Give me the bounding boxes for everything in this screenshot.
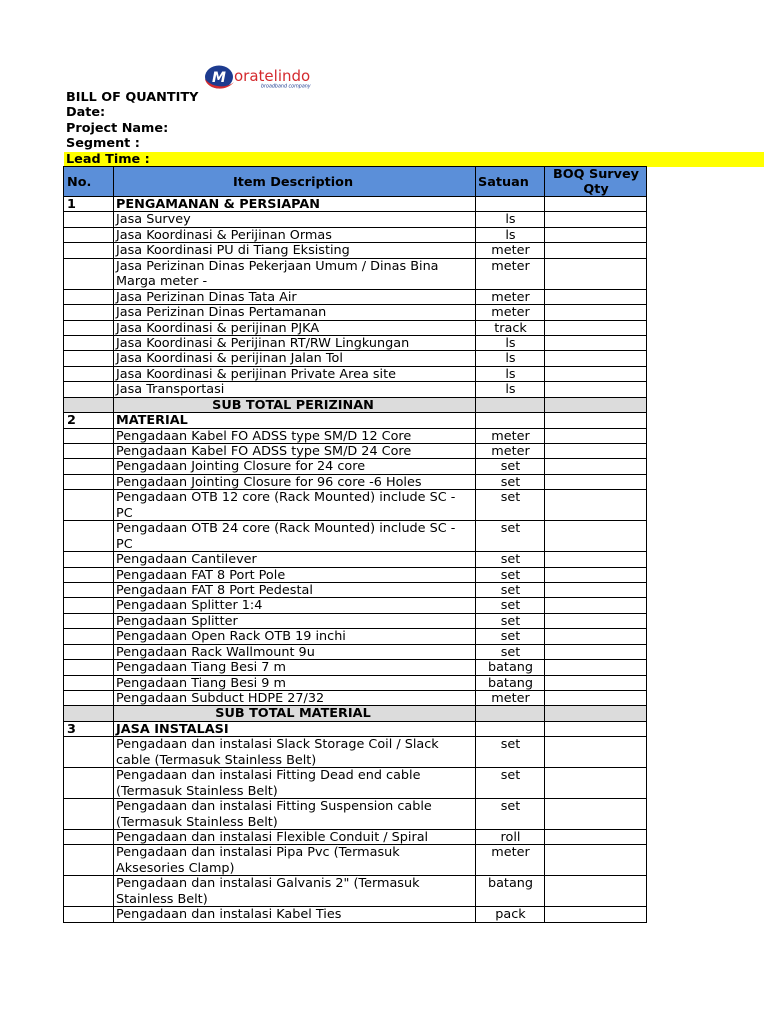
item-description-cell: Jasa Koordinasi & perijinan Jalan Tol <box>114 351 476 366</box>
boq-survey-qty-cell <box>545 243 647 258</box>
item-row <box>64 321 647 336</box>
row-number-cell <box>64 243 114 258</box>
item-row <box>64 475 647 490</box>
boq-survey-qty-cell <box>545 799 647 830</box>
row-number-cell <box>64 382 114 397</box>
item-description-cell: Pengadaan Splitter <box>114 614 476 629</box>
row-number-cell <box>64 336 114 351</box>
row-number-cell <box>64 212 114 227</box>
satuan-cell: set <box>476 737 545 768</box>
satuan-cell: set <box>476 459 545 474</box>
item-row <box>64 799 647 830</box>
boq-survey-qty-cell <box>545 382 647 397</box>
item-row <box>64 429 647 444</box>
satuan-cell: roll <box>476 830 545 845</box>
table-header-row <box>64 167 647 197</box>
row-number-cell <box>64 645 114 660</box>
item-description-cell: Pengadaan dan instalasi Slack Storage Coil / Slack cable (Termasuk Stainless Belt) <box>114 737 476 768</box>
row-number-cell <box>64 552 114 567</box>
item-description-cell: Pengadaan OTB 24 core (Rack Mounted) include SC - PC <box>114 521 476 552</box>
boq-survey-qty-cell <box>545 660 647 675</box>
item-description-cell: Jasa Koordinasi & perijinan Private Area site <box>114 367 476 382</box>
satuan-cell: set <box>476 799 545 830</box>
satuan-cell: batang <box>476 676 545 691</box>
boq-survey-qty-cell <box>545 367 647 382</box>
satuan-cell: meter <box>476 259 545 290</box>
satuan-cell: meter <box>476 305 545 320</box>
item-description-cell: Pengadaan Subduct HDPE 27/32 <box>114 691 476 706</box>
column-header-satuan: Satuan <box>476 167 545 197</box>
row-number-cell <box>64 907 114 922</box>
item-description-cell: Pengadaan OTB 12 core (Rack Mounted) include SC - PC <box>114 490 476 521</box>
item-description-cell: Pengadaan dan instalasi Kabel Ties <box>114 907 476 922</box>
boq-survey-qty-cell <box>545 583 647 598</box>
satuan-cell: batang <box>476 660 545 675</box>
document-header <box>0 90 768 167</box>
table-body <box>64 197 647 923</box>
boq-survey-qty-cell <box>545 321 647 336</box>
item-description-cell: Pengadaan Splitter 1:4 <box>114 598 476 613</box>
column-header-no: No. <box>64 167 114 197</box>
row-number-cell <box>64 876 114 907</box>
item-description-cell: Jasa Koordinasi PU di Tiang Eksisting <box>114 243 476 258</box>
row-number-cell <box>64 768 114 799</box>
row-number-cell <box>64 475 114 490</box>
row-number-cell <box>64 367 114 382</box>
satuan-cell: set <box>476 475 545 490</box>
boq-survey-qty-cell <box>545 521 647 552</box>
row-number-cell <box>64 799 114 830</box>
item-description-cell: Pengadaan dan instalasi Flexible Conduit / Spiral <box>114 830 476 845</box>
boq-survey-qty-cell <box>545 645 647 660</box>
item-description-cell: MATERIAL <box>114 413 476 428</box>
item-row <box>64 521 647 552</box>
item-description-cell: Pengadaan Tiang Besi 7 m <box>114 660 476 675</box>
column-header-boq-survey-qty: BOQ Survey Qty <box>545 167 647 197</box>
item-description-cell: Jasa Survey <box>114 212 476 227</box>
logo-wordmark: oratelindo <box>234 67 311 85</box>
boq-survey-qty-cell <box>545 722 647 737</box>
row-number-cell <box>64 691 114 706</box>
satuan-cell: meter <box>476 444 545 459</box>
satuan-cell: ls <box>476 212 545 227</box>
satuan-cell: meter <box>476 845 545 876</box>
boq-survey-qty-cell <box>545 614 647 629</box>
boq-survey-qty-cell <box>545 197 647 212</box>
boq-survey-qty-cell <box>545 568 647 583</box>
satuan-cell: pack <box>476 907 545 922</box>
item-row <box>64 830 647 845</box>
item-row <box>64 212 647 227</box>
item-description-cell: Pengadaan Tiang Besi 9 m <box>114 676 476 691</box>
item-description-cell: Pengadaan Kabel FO ADSS type SM/D 24 Core <box>114 444 476 459</box>
item-description-cell: Pengadaan FAT 8 Port Pedestal <box>114 583 476 598</box>
satuan-cell: set <box>476 629 545 644</box>
row-number-cell <box>64 398 114 413</box>
satuan-cell: set <box>476 583 545 598</box>
item-description-cell: Pengadaan Jointing Closure for 24 core <box>114 459 476 474</box>
item-row <box>64 351 647 366</box>
item-row <box>64 228 647 243</box>
item-row <box>64 691 647 706</box>
item-description-cell: Pengadaan dan instalasi Galvanis 2" (Termasuk Stainless Belt) <box>114 876 476 907</box>
boq-survey-qty-cell <box>545 830 647 845</box>
satuan-cell <box>476 197 545 212</box>
item-description-cell: Pengadaan dan instalasi Fitting Suspension cable (Termasuk Stainless Belt) <box>114 799 476 830</box>
item-row <box>64 845 647 876</box>
boq-survey-qty-cell <box>545 259 647 290</box>
item-description-cell: Jasa Koordinasi & Perijinan Ormas <box>114 228 476 243</box>
item-description-cell: Pengadaan FAT 8 Port Pole <box>114 568 476 583</box>
item-row <box>64 444 647 459</box>
subtotal-row <box>64 398 647 413</box>
item-row <box>64 614 647 629</box>
item-description-cell: Pengadaan Jointing Closure for 96 core -6 Holes <box>114 475 476 490</box>
item-description-cell: Jasa Koordinasi & Perijinan RT/RW Lingkungan <box>114 336 476 351</box>
satuan-cell <box>476 722 545 737</box>
satuan-cell: set <box>476 645 545 660</box>
row-number-cell <box>64 429 114 444</box>
boq-survey-qty-cell <box>545 336 647 351</box>
satuan-cell: set <box>476 598 545 613</box>
boq-survey-qty-cell <box>545 212 647 227</box>
row-number-cell <box>64 521 114 552</box>
boq-survey-qty-cell <box>545 907 647 922</box>
satuan-cell: ls <box>476 228 545 243</box>
item-description-cell: Jasa Perizinan Dinas Tata Air <box>114 290 476 305</box>
boq-survey-qty-cell <box>545 876 647 907</box>
item-row <box>64 336 647 351</box>
item-row <box>64 459 647 474</box>
item-row <box>64 583 647 598</box>
boq-table <box>63 166 647 923</box>
item-row <box>64 737 647 768</box>
boq-survey-qty-cell <box>545 290 647 305</box>
row-number-cell <box>64 660 114 675</box>
boq-survey-qty-cell <box>545 691 647 706</box>
satuan-cell: set <box>476 521 545 552</box>
row-number-cell <box>64 351 114 366</box>
satuan-cell <box>476 413 545 428</box>
moratelindo-logo <box>203 62 315 92</box>
logo-tagline: broadband company <box>261 84 311 90</box>
item-description-cell: Pengadaan Kabel FO ADSS type SM/D 12 Core <box>114 429 476 444</box>
boq-survey-qty-cell <box>545 305 647 320</box>
item-description-cell: Jasa Koordinasi & perijinan PJKA <box>114 321 476 336</box>
row-number-cell <box>64 228 114 243</box>
row-number-cell <box>64 459 114 474</box>
item-row <box>64 645 647 660</box>
row-number-cell <box>64 290 114 305</box>
boq-survey-qty-cell <box>545 845 647 876</box>
item-description-cell: Pengadaan Cantilever <box>114 552 476 567</box>
boq-survey-qty-cell <box>545 598 647 613</box>
item-row <box>64 305 647 320</box>
satuan-cell: ls <box>476 382 545 397</box>
row-number-cell <box>64 629 114 644</box>
logo-graphic <box>203 62 315 92</box>
item-description-cell: SUB TOTAL MATERIAL <box>114 706 476 721</box>
satuan-cell: set <box>476 768 545 799</box>
lead-time-row <box>64 152 764 167</box>
satuan-cell: set <box>476 614 545 629</box>
item-row <box>64 382 647 397</box>
row-number-cell <box>64 321 114 336</box>
boq-survey-qty-cell <box>545 552 647 567</box>
item-row <box>64 676 647 691</box>
boq-survey-qty-cell <box>545 629 647 644</box>
satuan-cell: meter <box>476 290 545 305</box>
boq-survey-qty-cell <box>545 676 647 691</box>
row-number-cell <box>64 583 114 598</box>
item-row <box>64 598 647 613</box>
boq-survey-qty-cell <box>545 490 647 521</box>
satuan-cell: batang <box>476 876 545 907</box>
document-title: BILL OF QUANTITY <box>66 89 199 105</box>
boq-survey-qty-cell <box>545 737 647 768</box>
satuan-cell: meter <box>476 243 545 258</box>
row-number-cell <box>64 737 114 768</box>
row-number-cell <box>64 598 114 613</box>
row-number-cell <box>64 259 114 290</box>
item-row <box>64 568 647 583</box>
row-number-cell <box>64 444 114 459</box>
section-row <box>64 197 647 212</box>
boq-survey-qty-cell <box>545 444 647 459</box>
item-row <box>64 768 647 799</box>
satuan-cell: meter <box>476 691 545 706</box>
item-description-cell: Pengadaan Open Rack OTB 19 inchi <box>114 629 476 644</box>
item-description-cell: Jasa Transportasi <box>114 382 476 397</box>
section-row <box>64 413 647 428</box>
boq-survey-qty-cell <box>545 768 647 799</box>
item-row <box>64 629 647 644</box>
item-description-cell: Pengadaan dan instalasi Pipa Pvc (Termasuk Aksesories Clamp) <box>114 845 476 876</box>
item-row <box>64 907 647 922</box>
item-description-cell: JASA INSTALASI <box>114 722 476 737</box>
boq-survey-qty-cell <box>545 429 647 444</box>
item-description-cell: Pengadaan dan instalasi Fitting Dead end cable (Termasuk Stainless Belt) <box>114 768 476 799</box>
satuan-cell: meter <box>476 429 545 444</box>
subtotal-row <box>64 706 647 721</box>
row-number-cell <box>64 845 114 876</box>
boq-survey-qty-cell <box>545 398 647 413</box>
row-number-cell: 2 <box>64 413 114 428</box>
boq-survey-qty-cell <box>545 475 647 490</box>
lead-time-label: Lead Time : <box>66 151 150 167</box>
boq-survey-qty-cell <box>545 706 647 721</box>
item-description-cell: SUB TOTAL PERIZINAN <box>114 398 476 413</box>
row-number-cell <box>64 676 114 691</box>
item-description-cell: Pengadaan Rack Wallmount 9u <box>114 645 476 660</box>
satuan-cell: ls <box>476 336 545 351</box>
item-row <box>64 876 647 907</box>
satuan-cell <box>476 706 545 721</box>
item-row <box>64 490 647 521</box>
item-description-cell: PENGAMANAN & PERSIAPAN <box>114 197 476 212</box>
boq-survey-qty-cell <box>545 459 647 474</box>
boq-survey-qty-cell <box>545 413 647 428</box>
satuan-cell: ls <box>476 351 545 366</box>
satuan-cell: set <box>476 568 545 583</box>
satuan-cell <box>476 398 545 413</box>
satuan-cell: set <box>476 552 545 567</box>
row-number-cell <box>64 568 114 583</box>
item-row <box>64 290 647 305</box>
project-name-label: Project Name: <box>66 120 169 136</box>
satuan-cell: track <box>476 321 545 336</box>
item-row <box>64 660 647 675</box>
section-row <box>64 722 647 737</box>
row-number-cell <box>64 706 114 721</box>
satuan-cell: ls <box>476 367 545 382</box>
boq-survey-qty-cell <box>545 351 647 366</box>
row-number-cell <box>64 614 114 629</box>
segment-label: Segment : <box>66 136 140 152</box>
row-number-cell: 1 <box>64 197 114 212</box>
item-row <box>64 243 647 258</box>
item-row <box>64 367 647 382</box>
satuan-cell: set <box>476 490 545 521</box>
row-number-cell <box>64 305 114 320</box>
item-row <box>64 259 647 290</box>
row-number-cell <box>64 490 114 521</box>
date-label: Date: <box>66 105 106 121</box>
item-description-cell: Jasa Perizinan Dinas Pekerjaan Umum / Dinas Bina Marga meter - <box>114 259 476 290</box>
boq-survey-qty-cell <box>545 228 647 243</box>
column-header-item-description: Item Description <box>114 167 476 197</box>
logo-initial: M <box>212 70 226 86</box>
row-number-cell: 3 <box>64 722 114 737</box>
item-description-cell: Jasa Perizinan Dinas Pertamanan <box>114 305 476 320</box>
item-row <box>64 552 647 567</box>
row-number-cell <box>64 830 114 845</box>
